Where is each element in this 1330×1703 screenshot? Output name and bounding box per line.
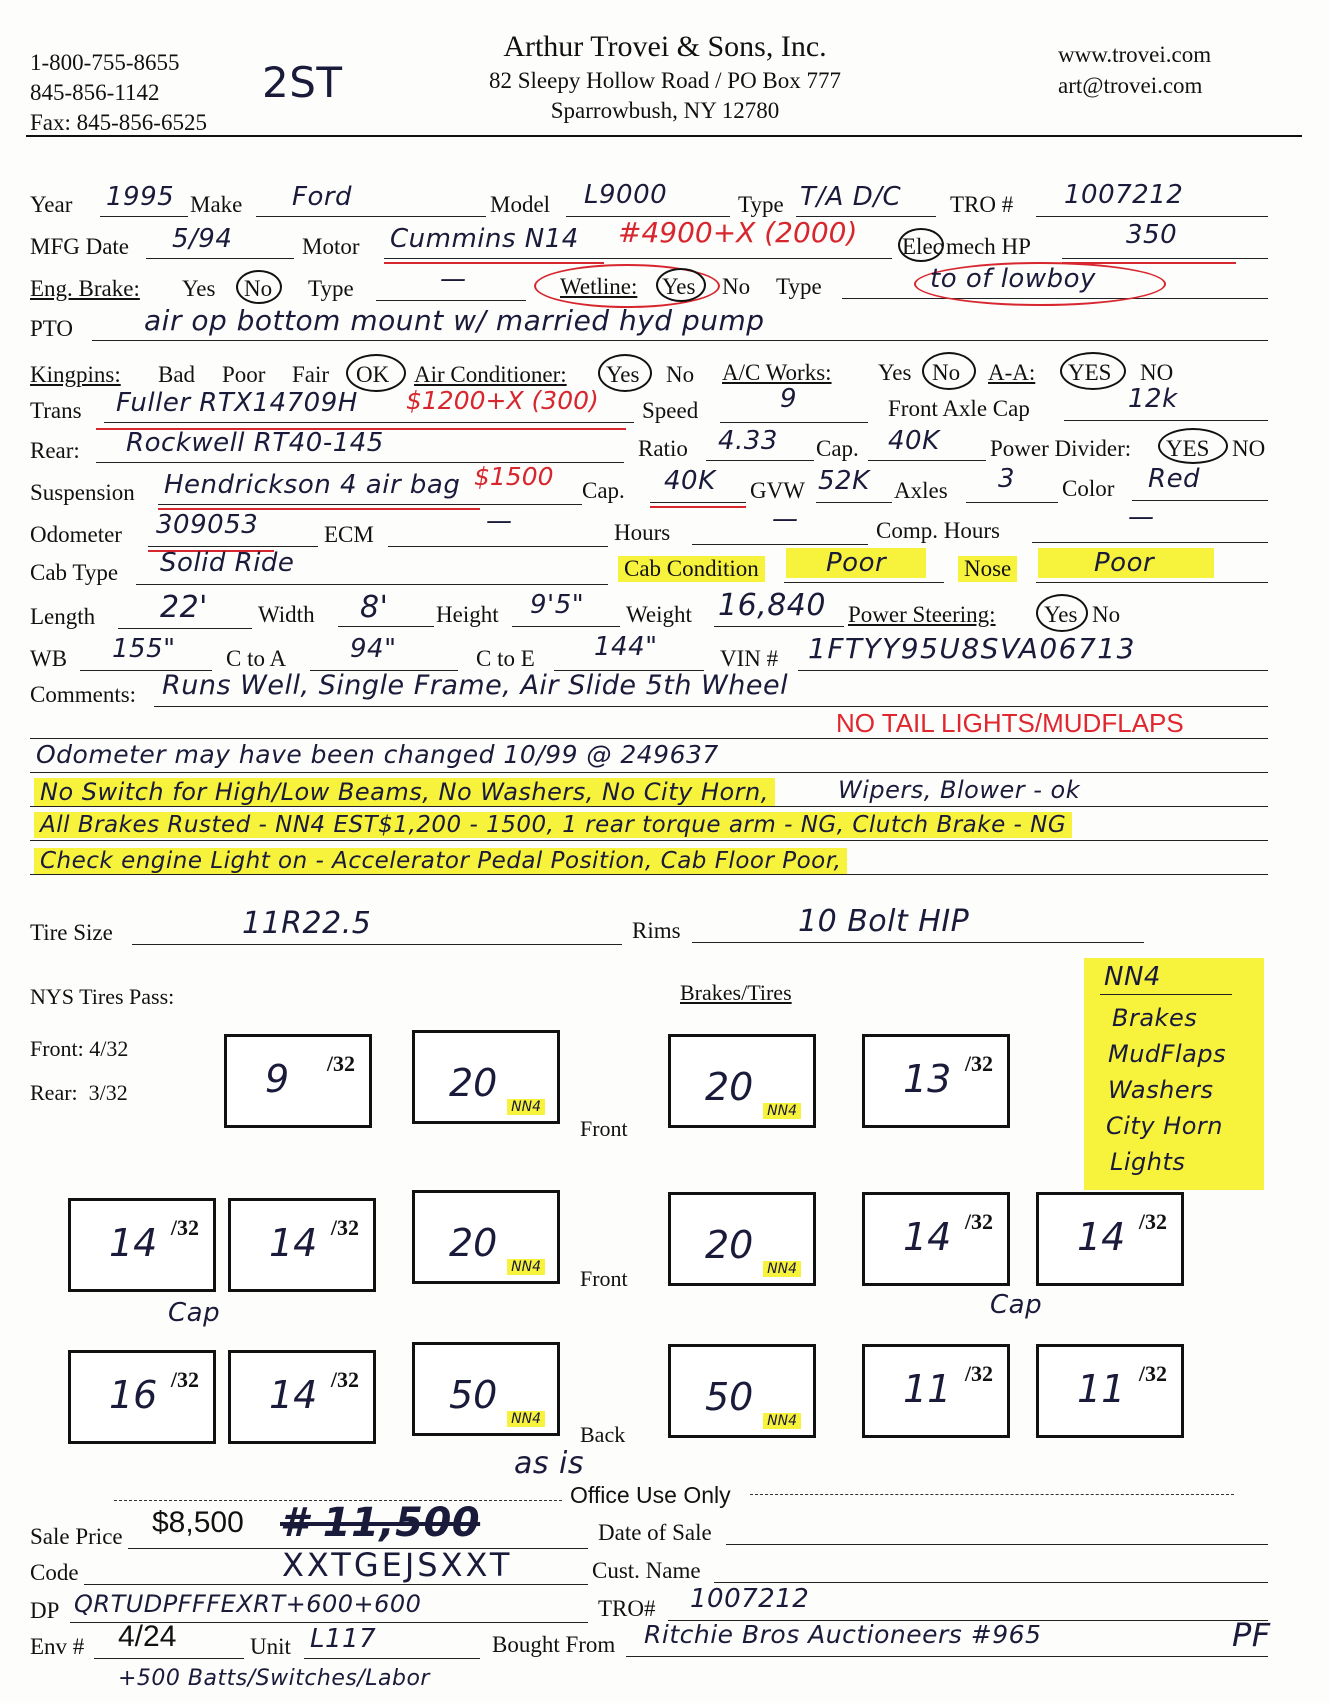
- phone-number-2: 845-856-1142: [30, 80, 160, 105]
- brake-box: [668, 1034, 816, 1128]
- tro-office-value: 1007212: [690, 1584, 810, 1614]
- nose-line: [1036, 582, 1268, 583]
- wb-label: WB: [30, 646, 68, 671]
- width-label: Width: [258, 602, 315, 627]
- elec-label: Elec: [902, 234, 943, 259]
- sale-price-label: Sale Price: [30, 1524, 123, 1549]
- phone-number-1: 1-800-755-8655: [30, 50, 180, 75]
- cab-condition-label: Cab Condition: [618, 556, 765, 582]
- eng-brake-type-label: Type: [308, 276, 354, 301]
- rims-value: 10 Bolt HIP: [798, 904, 970, 939]
- kingpins-poor: Poor: [222, 362, 266, 387]
- comments-line-5: [30, 840, 1268, 841]
- gvw-line: [816, 502, 892, 503]
- comments-label: Comments:: [30, 682, 137, 707]
- power-steering-yes: Yes: [1044, 602, 1078, 627]
- nys-tires-pass-label: NYS Tires Pass:: [30, 984, 175, 1009]
- speed-value: 9: [780, 384, 798, 414]
- gvw-label: GVW: [750, 478, 805, 503]
- brake-box: [412, 1342, 560, 1436]
- rear-cap-label: Cap.: [816, 436, 859, 461]
- ecm-line: [388, 546, 608, 547]
- brake-box: [668, 1344, 816, 1438]
- vin-value: 1FTYY95U8SVA06713: [808, 632, 1136, 665]
- ac-no: No: [666, 362, 695, 387]
- nn4-mark: NN4: [507, 1411, 545, 1427]
- side-note-line-1: NN4: [1104, 962, 1161, 992]
- width-line: [338, 626, 434, 627]
- back-axle-label: Back: [580, 1422, 626, 1447]
- length-value: 22': [160, 590, 208, 625]
- height-line: [512, 626, 620, 627]
- tread-depth: 9: [265, 1057, 290, 1101]
- year-line: [100, 216, 188, 217]
- comments-line-odometer: Odometer may have been changed 10/99 @ 249637: [36, 740, 719, 769]
- tire-box: [224, 1034, 372, 1128]
- eng-brake-type-line: [376, 300, 526, 301]
- mfg-date-label: MFG Date: [30, 234, 130, 259]
- tire-box: [68, 1350, 216, 1444]
- tread-depth: 14: [1077, 1215, 1126, 1259]
- code-value: XXTGEJSXXT: [282, 1546, 513, 1584]
- comments-line-check-engine: Check engine Light on - Accelerator Pedal Position, Cab Floor Poor,: [34, 848, 847, 874]
- rear-cap-line: [868, 460, 986, 461]
- fax-number: Fax: 845-856-6525: [30, 110, 207, 135]
- mech-hp-value: 350: [1126, 220, 1178, 250]
- tire-box: [862, 1034, 1010, 1128]
- dp-label: DP: [30, 1598, 60, 1623]
- odometer-label: Odometer: [30, 522, 122, 547]
- side-note-line-6: Lights: [1110, 1148, 1186, 1176]
- height-value: 9'5": [530, 590, 585, 620]
- c-to-e-label: C to E: [476, 646, 535, 671]
- company-name: Arthur Trovei & Sons, Inc.: [503, 30, 827, 63]
- tire-box: [862, 1344, 1010, 1438]
- brakes-tires-label: Brakes/Tires: [680, 980, 792, 1005]
- sale-price-typed: $8,500: [152, 1506, 244, 1539]
- tro-value: 1007212: [1064, 180, 1184, 210]
- wetline-label: Wetline:: [560, 274, 638, 299]
- power-divider-no: NO: [1232, 436, 1266, 461]
- rims-label: Rims: [632, 918, 681, 943]
- nose-value: Poor: [1038, 548, 1214, 578]
- tread-denominator: /32: [330, 1367, 359, 1392]
- comments-line-wipers: Wipers, Blower - ok: [838, 776, 1081, 804]
- env-value: 4/24: [118, 1620, 177, 1653]
- tread-depth: 14: [269, 1373, 318, 1417]
- front-axle-label-2: Front: [580, 1266, 628, 1291]
- make-value: Ford: [292, 182, 353, 212]
- tire-box: [68, 1198, 216, 1292]
- weight-line: [714, 626, 844, 627]
- env-label: Env #: [30, 1634, 85, 1659]
- pto-value: air op bottom mount w/ married hyd pump: [144, 304, 765, 337]
- brake-box: [668, 1192, 816, 1286]
- email: art@trovei.com: [1058, 73, 1203, 98]
- power-steering-no: No: [1092, 602, 1121, 627]
- color-label: Color: [1062, 476, 1115, 501]
- nn4-mark: NN4: [763, 1261, 801, 1277]
- vin-line: [798, 670, 1268, 671]
- wb-value: 155": [112, 634, 176, 664]
- kingpins-label: Kingpins:: [30, 362, 121, 387]
- company-address-2: Sparrowbush, NY 12780: [550, 98, 780, 123]
- comments-line-brakes: All Brakes Rusted - NN4 EST$1,200 - 1500, 1 rear torque arm - NG, Clutch Brake - NG: [34, 812, 1072, 838]
- power-steering-label: Power Steering:: [848, 602, 996, 627]
- hours-line: [692, 544, 868, 545]
- tread-depth: 14: [269, 1221, 318, 1265]
- brake-value: 20: [449, 1061, 498, 1105]
- header-handwritten-note: 2ST: [262, 58, 343, 107]
- trans-price-note: $1200+X (300): [406, 386, 599, 415]
- brake-box: [412, 1190, 560, 1284]
- aa-no: NO: [1140, 360, 1174, 385]
- ratio-label: Ratio: [638, 436, 688, 461]
- website: www.trovei.com: [1058, 42, 1212, 67]
- comments-line-switch: No Switch for High/Low Beams, No Washers, No City Horn,: [34, 778, 775, 806]
- as-is-note: as is: [514, 1446, 585, 1481]
- speed-label: Speed: [642, 398, 699, 423]
- bought-from-line: [626, 1656, 1268, 1657]
- motor-line: [384, 258, 892, 259]
- tread-denominator: /32: [1138, 1361, 1167, 1386]
- mfg-date-value: 5/94: [172, 224, 233, 254]
- cust-name-line: [714, 1582, 1268, 1583]
- kingpins-bad: Bad: [158, 362, 196, 387]
- rear-label: Rear:: [30, 438, 80, 463]
- weight-value: 16,840: [718, 588, 826, 623]
- tread-denominator: /32: [170, 1367, 199, 1392]
- ac-works-no: No: [932, 360, 961, 385]
- tread-depth: 14: [903, 1215, 952, 1259]
- eng-brake-label: Eng. Brake:: [30, 276, 140, 301]
- comments-line-6: [30, 874, 1268, 875]
- motor-price-note: #4900+X (2000): [618, 216, 858, 249]
- nn4-mark: NN4: [763, 1413, 801, 1429]
- ratio-line: [706, 460, 814, 461]
- suspension-cap-label: Cap.: [582, 478, 625, 503]
- aa-label: A-A:: [988, 360, 1036, 385]
- eng-brake-yes: Yes: [182, 276, 216, 301]
- rims-line: [692, 942, 1144, 943]
- comments-line-2: [30, 738, 1268, 739]
- gvw-value: 52K: [818, 466, 870, 496]
- weight-label: Weight: [626, 602, 692, 627]
- speed-line: [720, 422, 868, 423]
- side-note-line-4: Washers: [1108, 1076, 1214, 1104]
- suspension-cap-line: [650, 502, 746, 503]
- env-line: [94, 1658, 244, 1659]
- office-use-only-label: Office Use Only: [570, 1482, 731, 1508]
- tire-size-label: Tire Size: [30, 920, 113, 945]
- motor-value: Cummins N14: [390, 224, 579, 254]
- tread-denominator: /32: [330, 1215, 359, 1240]
- year-label: Year: [30, 192, 73, 217]
- pto-label: PTO: [30, 316, 74, 341]
- brake-box: [412, 1030, 560, 1124]
- suspension-value: Hendrickson 4 air bag: [164, 470, 461, 500]
- ecm-value: —: [486, 506, 513, 536]
- tire-box: [1036, 1192, 1184, 1286]
- wetline-type-value: to of lowboy: [930, 264, 1096, 294]
- date-of-sale-line: [726, 1544, 1268, 1545]
- wetline-type-label: Type: [776, 274, 822, 299]
- suspension-price-note: $1500: [474, 462, 554, 491]
- odometer-line: [148, 546, 318, 547]
- unit-label: Unit: [250, 1634, 291, 1659]
- front-axle-cap-line: [1064, 420, 1268, 421]
- office-dashed-right: [750, 1494, 1234, 1495]
- ac-works-yes: Yes: [878, 360, 912, 385]
- tro-line: [1036, 216, 1268, 217]
- sale-price-handwritten: # 11,500: [280, 1500, 481, 1546]
- make-label: Make: [190, 192, 243, 217]
- tread-denominator: /32: [326, 1051, 355, 1076]
- comments-line-4: [30, 806, 1268, 807]
- cap-note-right: Cap: [990, 1290, 1043, 1320]
- motor-red-underline: [384, 262, 604, 264]
- ecm-label: ECM: [324, 522, 374, 547]
- tire-size-value: 11R22.5: [242, 906, 372, 941]
- cap-note-left: Cap: [168, 1298, 221, 1328]
- side-note-line-3: MudFlaps: [1108, 1040, 1227, 1068]
- comments-line-1: [154, 706, 1268, 707]
- cust-name-label: Cust. Name: [592, 1558, 701, 1583]
- tread-denominator: /32: [170, 1215, 199, 1240]
- suspension-cap-value: 40K: [664, 466, 716, 496]
- cab-type-label: Cab Type: [30, 560, 119, 585]
- comp-hours-value: —: [1128, 502, 1155, 532]
- tread-denominator: /32: [1138, 1209, 1167, 1234]
- make-line: [256, 216, 486, 217]
- motor-label: Motor: [302, 234, 360, 259]
- tread-denominator: /32: [964, 1209, 993, 1234]
- brake-value: 50: [449, 1373, 498, 1417]
- tire-box: [862, 1192, 1010, 1286]
- bought-from-value: Ritchie Bros Auctioneers #965: [644, 1620, 1042, 1649]
- bought-from-label: Bought From: [492, 1632, 616, 1657]
- side-note-underline: [1100, 994, 1232, 995]
- width-value: 8': [360, 590, 389, 625]
- unit-value: L117: [310, 1624, 377, 1654]
- tread-depth: 14: [109, 1221, 158, 1265]
- kingpins-ok: OK: [356, 362, 390, 387]
- pto-line: [92, 340, 1268, 341]
- code-label: Code: [30, 1560, 79, 1585]
- model-value: L9000: [584, 180, 668, 210]
- c-to-a-value: 94": [350, 634, 397, 664]
- eng-brake-type-value: —: [440, 264, 467, 294]
- air-conditioner-label: Air Conditioner:: [414, 362, 567, 387]
- tire-box: [228, 1198, 376, 1292]
- initials: PF: [1232, 1616, 1271, 1654]
- trans-label: Trans: [30, 398, 82, 423]
- comments-line-3: [30, 772, 1268, 773]
- company-address-1: 82 Sleepy Hollow Road / PO Box 777: [488, 68, 842, 93]
- wetline-no: No: [722, 274, 751, 299]
- mech-hp-line: [1062, 258, 1268, 259]
- comp-hours-line: [1032, 542, 1268, 543]
- tread-denominator: /32: [964, 1361, 993, 1386]
- trans-line: [104, 422, 634, 423]
- hours-value: —: [772, 504, 799, 534]
- code-line: [84, 1584, 588, 1585]
- ac-works-label: A/C Works:: [722, 360, 832, 385]
- type-label: Type: [738, 192, 784, 217]
- length-line: [118, 628, 252, 629]
- brake-value: 20: [705, 1065, 754, 1109]
- wetline-yes: Yes: [662, 274, 696, 299]
- tire-box: [1036, 1344, 1184, 1438]
- axles-label: Axles: [894, 478, 948, 503]
- brake-value: 50: [705, 1375, 754, 1419]
- tro-office-label: TRO#: [598, 1596, 656, 1621]
- mech-hp-label: mech HP: [946, 234, 1031, 259]
- ratio-value: 4.33: [718, 426, 778, 456]
- hours-label: Hours: [614, 520, 671, 545]
- nn4-mark: NN4: [507, 1099, 545, 1115]
- tro-label: TRO #: [950, 192, 1014, 217]
- brake-value: 20: [705, 1223, 754, 1267]
- footer-note: +500 Batts/Switches/Labor: [118, 1666, 430, 1691]
- tread-depth: 11: [1077, 1367, 1126, 1411]
- suspension-cap-red-underline: [650, 506, 746, 508]
- kingpins-fair: Fair: [292, 362, 330, 387]
- cab-condition-line: [784, 582, 944, 583]
- rear-value: Rockwell RT40-145: [126, 428, 384, 458]
- cab-type-value: Solid Ride: [160, 548, 295, 578]
- tread-denominator: /32: [964, 1051, 993, 1076]
- mfg-date-line: [146, 258, 294, 259]
- front-axle-cap-value: 12k: [1128, 384, 1178, 414]
- tire-size-line: [132, 944, 622, 945]
- c-to-e-value: 144": [594, 632, 658, 662]
- header-divider: [26, 135, 1302, 137]
- power-divider-yes: YES: [1166, 436, 1210, 461]
- nose-label: Nose: [958, 556, 1017, 582]
- year-value: 1995: [106, 182, 175, 212]
- nn4-mark: NN4: [763, 1103, 801, 1119]
- tread-depth: 16: [109, 1373, 158, 1417]
- odometer-value: 309053: [156, 510, 259, 540]
- dp-value: QRTUDPFFFEXRT+600+600: [74, 1590, 422, 1618]
- rear-cap-value: 40K: [888, 426, 940, 456]
- cab-type-line: [136, 584, 608, 585]
- side-note-line-2: Brakes: [1112, 1004, 1198, 1032]
- tread-depth: 13: [903, 1057, 952, 1101]
- tread-depth: 11: [903, 1367, 952, 1411]
- front-axle-label-1: Front: [580, 1116, 628, 1141]
- length-label: Length: [30, 604, 96, 629]
- side-note-line-5: City Horn: [1106, 1112, 1223, 1140]
- comp-hours-label: Comp. Hours: [876, 518, 1000, 543]
- nn4-mark: NN4: [507, 1259, 545, 1275]
- axles-value: 3: [998, 464, 1016, 494]
- ac-yes: Yes: [606, 362, 640, 387]
- type-value: T/A D/C: [800, 182, 902, 212]
- front-axle-cap-label: Front Axle Cap: [888, 396, 1030, 421]
- rear-minimum-label: Rear: 3/32: [30, 1080, 128, 1105]
- axles-line: [966, 502, 1058, 503]
- cab-condition-value: Poor: [786, 548, 926, 578]
- color-value: Red: [1148, 464, 1201, 494]
- eng-brake-no: No: [244, 276, 273, 301]
- comments-value: Runs Well, Single Frame, Air Slide 5th Wheel: [162, 670, 789, 701]
- suspension-label: Suspension: [30, 480, 135, 505]
- power-divider-label: Power Divider:: [990, 436, 1132, 461]
- date-of-sale-label: Date of Sale: [598, 1520, 712, 1545]
- tire-box: [228, 1350, 376, 1444]
- unit-line: [304, 1658, 480, 1659]
- brake-value: 20: [449, 1221, 498, 1265]
- trans-value: Fuller RTX14709H: [116, 388, 358, 418]
- comments-red-note: NO TAIL LIGHTS/MUDFLAPS: [836, 708, 1184, 738]
- vin-label: VIN #: [720, 646, 779, 671]
- height-label: Height: [436, 602, 499, 627]
- model-label: Model: [490, 192, 551, 217]
- suspension-line: [158, 504, 582, 505]
- aa-yes: YES: [1068, 360, 1112, 385]
- front-minimum-label: Front: 4/32: [30, 1036, 129, 1061]
- c-to-a-label: C to A: [226, 646, 287, 671]
- color-line: [1132, 500, 1268, 501]
